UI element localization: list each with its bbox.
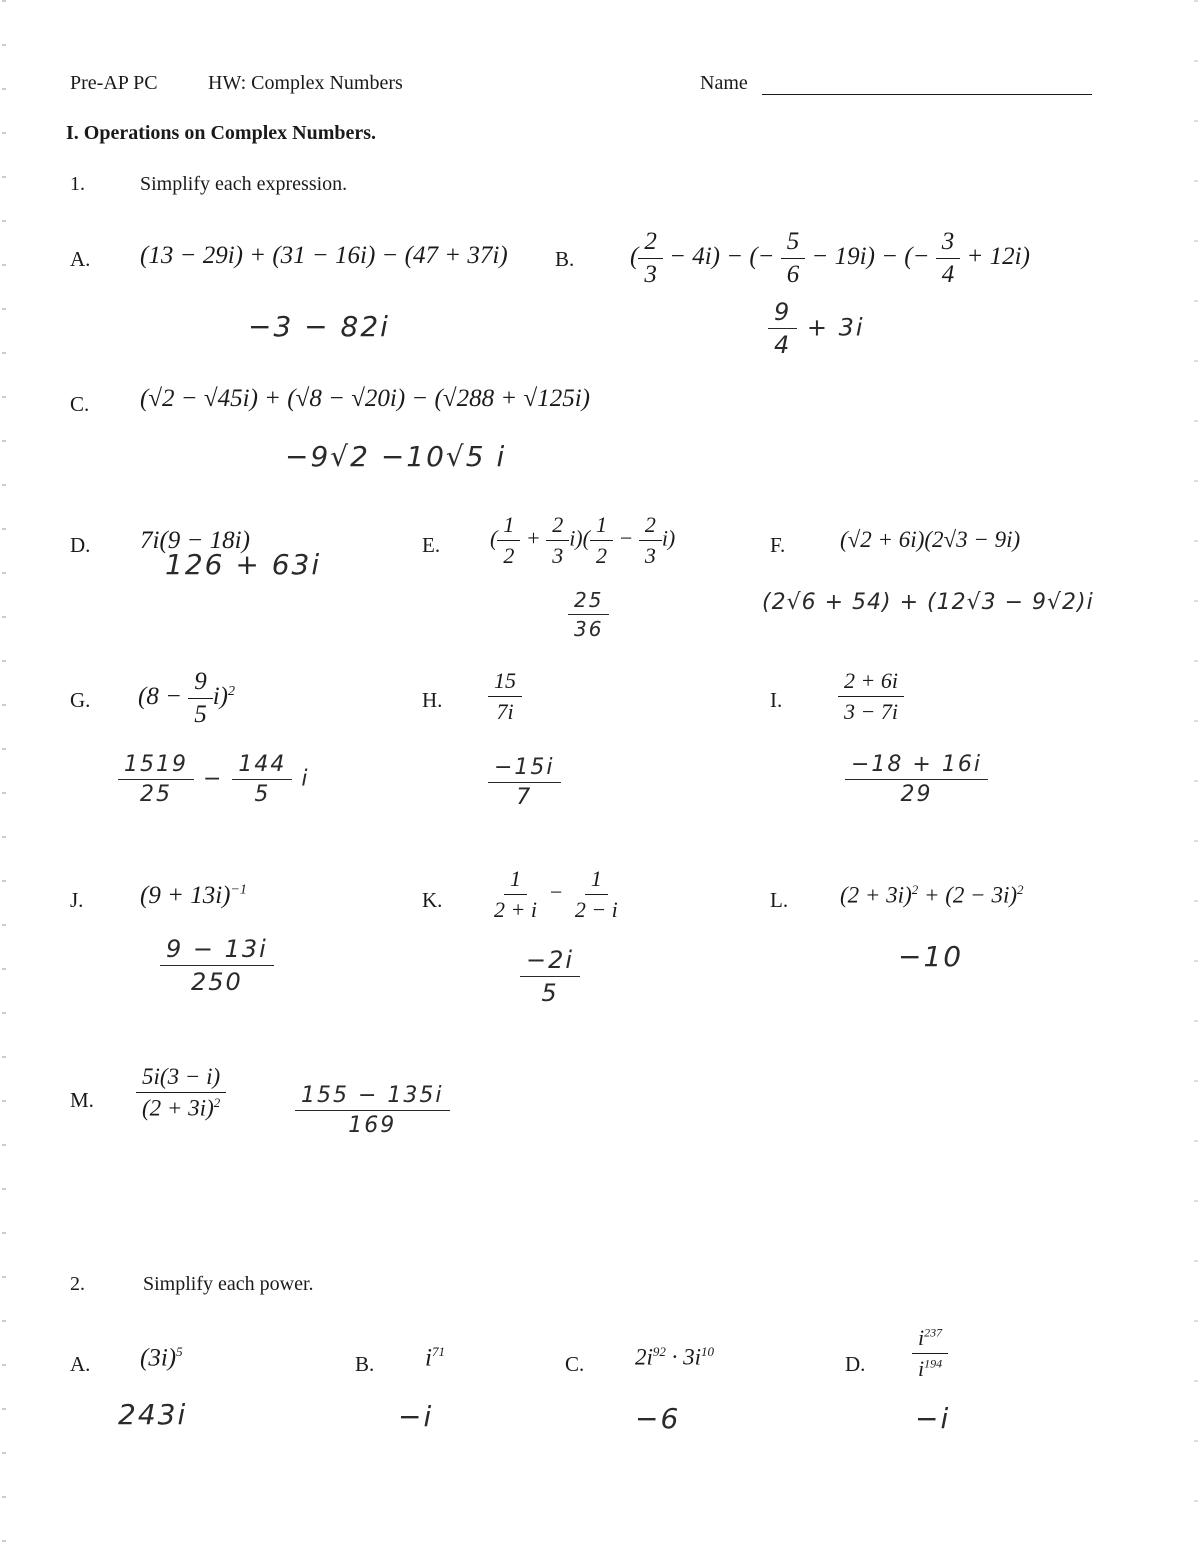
q2-number: 2.: [70, 1273, 85, 1295]
q2d-answer: −i: [915, 1402, 951, 1435]
q2a-expression: $(3i)^5$: [140, 1344, 183, 1372]
q1l-answer: −10: [898, 940, 964, 973]
q1h-label: H.: [422, 688, 443, 712]
q1f-expression: (√2 + 6i)(2√3 − 9i): [840, 527, 1021, 552]
q1h-expression: $\frac{15}{7i}$: [488, 668, 522, 725]
q1i-label: I.: [770, 688, 783, 712]
q1m-answer: $\frac{155 - 135i}{169}$: [295, 1083, 450, 1138]
q1g-expression: (8 − $\frac{9}{5}$ i)$^2$: [138, 668, 235, 728]
q1b-label: B.: [555, 247, 575, 271]
q1a-expression: (13 − 29i) + (31 − 16i) − (47 + 37i): [140, 242, 508, 269]
q1d-label: D.: [70, 533, 91, 557]
q2a-answer: 243i: [118, 1398, 188, 1431]
q1d-expression: 7i(9 − 18i): [140, 527, 250, 554]
q1k-answer: $\frac{-2i}{5}$: [520, 946, 580, 1007]
q1d-answer: 126 + 63i: [165, 548, 322, 581]
q2d-expression: $\frac{i^{237}}{i^{194}}$: [912, 1325, 948, 1382]
q2c-label: C.: [565, 1352, 585, 1376]
q1f-label: F.: [770, 533, 786, 557]
q1c-label: C.: [70, 392, 90, 416]
q1g-answer: $\frac{1519}{25}$ − $\frac{144}{5}$ i: [118, 752, 310, 807]
q1c-answer: −9√2 −10√5 i: [285, 440, 507, 473]
q1m-expression: $\frac{5i(3 - i)}{(2 + 3i)^2}$: [136, 1064, 226, 1122]
q1j-label: J.: [70, 888, 84, 912]
q1-number: 1.: [70, 173, 85, 195]
q1b-expression: ( $\frac{2}{3}$ − 4i) − (− $\frac{5}{6}$ − 19i) − (− $\frac{3}{4}$ + 12i): [630, 228, 1030, 288]
q1k-expression: $\frac{1}{2 + i}$ − $\frac{1}{2 - i}$: [494, 866, 618, 922]
q1k-label: K.: [422, 888, 443, 912]
section-heading: I. Operations on Complex Numbers.: [66, 122, 377, 144]
right-scan-edge: [1194, 0, 1198, 1553]
q1e-answer: $\frac{25}{36}$: [568, 588, 609, 641]
q1c-expression: (√2 − √45i) + (√8 − √20i) − (√288 + √125i): [140, 385, 590, 412]
q1i-expression: $\frac{2 + 6i}{3 - 7i}$: [838, 668, 904, 725]
q1e-expression: ( $\frac{1}{2}$ + $\frac{2}{3}$ i)( $\frac{1}{2}$ − $\frac{2}{3}$ i): [490, 512, 676, 568]
q1a-answer: −3 − 82i: [248, 310, 390, 343]
q1j-answer: $\frac{9 - 13i}{250}$: [160, 935, 274, 996]
worksheet-title: HW: Complex Numbers: [208, 72, 403, 94]
q2-instruction: Simplify each power.: [143, 1273, 314, 1295]
q1a-label: A.: [70, 247, 91, 271]
left-scan-edge: [2, 0, 6, 1553]
q2b-label: B.: [355, 1352, 375, 1376]
q1h-answer: $\frac{-15i}{7}$: [488, 755, 561, 810]
q2d-label: D.: [845, 1352, 866, 1376]
q2c-expression: $2i^{92} \cdot 3i^{10}$: [635, 1344, 715, 1370]
q1g-label: G.: [70, 688, 91, 712]
q2b-answer: −i: [398, 1400, 434, 1433]
name-label: Name: [700, 72, 748, 94]
q1i-answer: $\frac{-18 + 16i}{29}$: [845, 752, 988, 807]
q1-instruction: Simplify each expression.: [140, 173, 348, 195]
q1f-answer: (2√6 + 54) + (12√3 − 9√2)i: [762, 590, 1094, 615]
q2b-expression: $i^{71}$: [425, 1344, 445, 1372]
name-field-line: [762, 94, 1092, 95]
q1b-answer: $\frac{9}{4}$ + 3i: [768, 298, 865, 359]
q1m-label: M.: [70, 1088, 94, 1112]
q1l-label: L.: [770, 888, 789, 912]
q1j-expression: $(9 + 13i)^{-1}$: [140, 882, 247, 909]
course-name: Pre-AP PC: [70, 72, 158, 94]
q2a-label: A.: [70, 1352, 91, 1376]
q1l-expression: $(2 + 3i)^2 + (2 - 3i)^2$: [840, 882, 1024, 908]
q2c-answer: −6: [635, 1402, 681, 1435]
q1e-label: E.: [422, 533, 441, 557]
